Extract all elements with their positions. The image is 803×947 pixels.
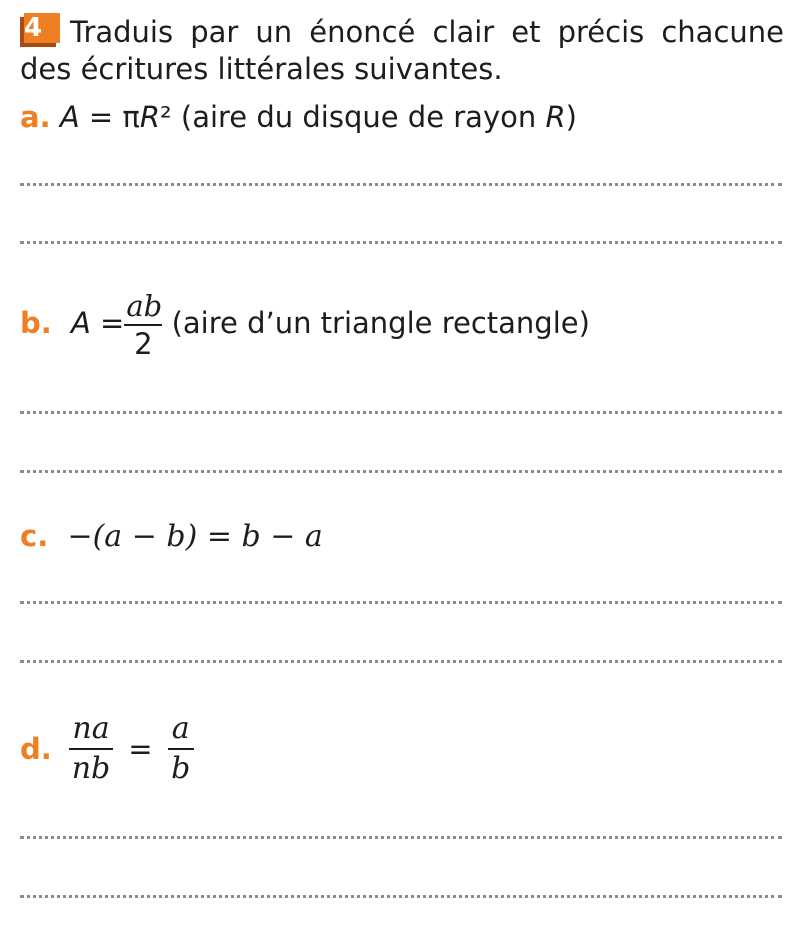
item-a: [20, 100, 784, 134]
answer-line[interactable]: [20, 241, 782, 244]
answer-line[interactable]: [20, 660, 782, 663]
fraction-denominator: 2: [134, 327, 153, 361]
item-letter: a.: [20, 100, 51, 134]
fraction-numerator: ab: [124, 290, 162, 326]
item-description-variable: R: [545, 100, 566, 134]
fraction-denominator: b: [171, 751, 191, 786]
answer-line[interactable]: [20, 895, 782, 898]
fraction-numerator: a: [168, 712, 194, 750]
item-description-end: ): [565, 100, 577, 134]
item-c: [20, 519, 784, 554]
item-d: [20, 712, 784, 786]
fraction-right: [168, 712, 194, 786]
item-letter: c.: [20, 519, 49, 553]
exercise-number: 4: [24, 13, 60, 43]
formula-equals: =: [90, 306, 125, 340]
item-description: (aire d’un triangle rectangle): [162, 306, 590, 340]
formula-variable-r: R: [139, 100, 161, 134]
fraction-denominator: nb: [71, 751, 111, 786]
instruction-text: Traduis par un énoncé clair et précis chacune des écritures littérales suivantes.: [20, 15, 784, 86]
exercise-instruction: [20, 14, 784, 88]
exercise-number-badge: [20, 13, 62, 46]
answer-line[interactable]: [20, 836, 782, 839]
formula: −(a − b) = b − a: [67, 519, 323, 554]
formula-variable: A: [59, 100, 80, 134]
answer-line[interactable]: [20, 183, 782, 186]
answer-line[interactable]: [20, 470, 782, 473]
item-letter: b.: [20, 306, 52, 340]
fraction: [124, 290, 162, 360]
item-description: (aire du disque de rayon: [171, 100, 546, 134]
item-b: [20, 290, 784, 360]
formula-exponent: ²: [160, 100, 172, 134]
equals-sign: =: [128, 732, 153, 766]
fraction-left: [69, 712, 113, 786]
fraction-numerator: na: [69, 712, 113, 750]
item-letter: d.: [20, 732, 52, 766]
formula-equals-pi: = π: [79, 100, 140, 134]
answer-line[interactable]: [20, 601, 782, 604]
formula-variable: A: [71, 306, 91, 340]
answer-line[interactable]: [20, 411, 782, 414]
